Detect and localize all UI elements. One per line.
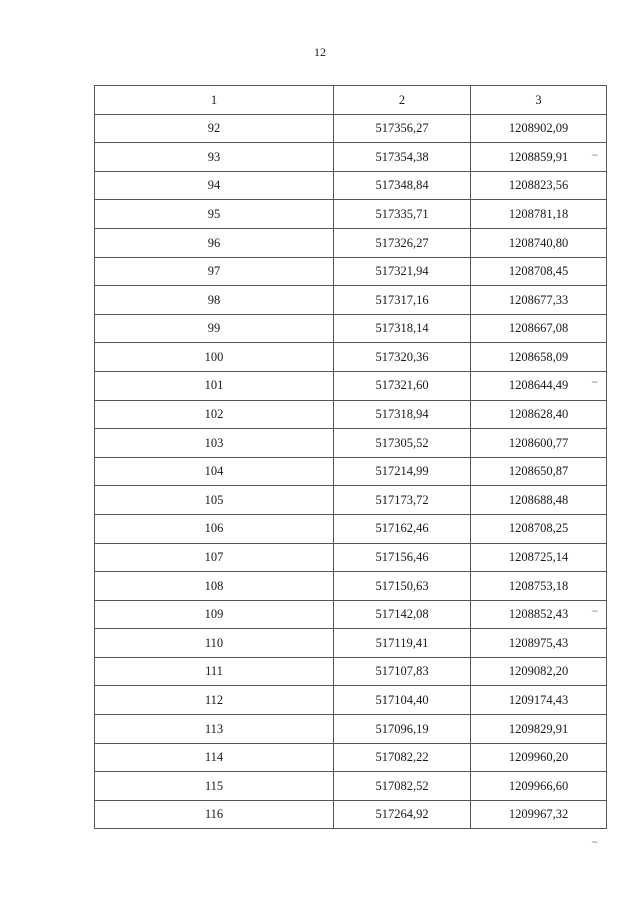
table-row <box>95 543 607 572</box>
x-coordinate-cell: 517321,94 <box>334 257 471 286</box>
x-coordinate-cell: 517104,40 <box>334 686 471 715</box>
table-row <box>95 257 607 286</box>
column-header: 1 <box>95 86 334 115</box>
x-coordinate-cell: 517119,41 <box>334 629 471 658</box>
y-coordinate-cell: 1209829,91 <box>471 715 607 744</box>
x-coordinate-cell: 517142,08 <box>334 600 471 629</box>
coordinates-table <box>94 85 607 829</box>
x-coordinate-cell: 517317,16 <box>334 286 471 315</box>
column-header: 2 <box>334 86 471 115</box>
y-coordinate-cell: 1208600,77 <box>471 429 607 458</box>
table-row <box>95 514 607 543</box>
table-row <box>95 171 607 200</box>
y-coordinate-cell: 1208708,25 <box>471 514 607 543</box>
x-coordinate-cell: 517320,36 <box>334 343 471 372</box>
table-row <box>95 143 607 172</box>
table-row <box>95 286 607 315</box>
point-number-cell: 103 <box>95 429 334 458</box>
table-row <box>95 429 607 458</box>
table-body <box>95 114 607 829</box>
x-coordinate-cell: 517318,14 <box>334 314 471 343</box>
x-coordinate-cell: 517150,63 <box>334 572 471 601</box>
x-coordinate-cell: 517335,71 <box>334 200 471 229</box>
page-number: 12 <box>314 45 326 59</box>
point-number-cell: 112 <box>95 686 334 715</box>
x-coordinate-cell: 517264,92 <box>334 800 471 829</box>
point-number-cell: 113 <box>95 715 334 744</box>
y-coordinate-cell: 1208688,48 <box>471 486 607 515</box>
y-coordinate-cell: 1208708,45 <box>471 257 607 286</box>
y-coordinate-cell: 1208823,56 <box>471 171 607 200</box>
x-coordinate-cell: 517318,94 <box>334 400 471 429</box>
margin-mark: ~ <box>591 151 599 161</box>
point-number-cell: 97 <box>95 257 334 286</box>
x-coordinate-cell: 517107,83 <box>334 657 471 686</box>
y-coordinate-cell: 1209174,43 <box>471 686 607 715</box>
y-coordinate-cell: 1209966,60 <box>471 772 607 801</box>
table-row <box>95 686 607 715</box>
x-coordinate-cell: 517082,52 <box>334 772 471 801</box>
x-coordinate-cell: 517173,72 <box>334 486 471 515</box>
table-row <box>95 600 607 629</box>
point-number-cell: 99 <box>95 314 334 343</box>
table-row <box>95 200 607 229</box>
table-row <box>95 743 607 772</box>
x-coordinate-cell: 517326,27 <box>334 228 471 257</box>
table-row <box>95 343 607 372</box>
table-row <box>95 371 607 400</box>
y-coordinate-cell: 1208975,43 <box>471 629 607 658</box>
y-coordinate-cell: 1208667,08 <box>471 314 607 343</box>
point-number-cell: 92 <box>95 114 334 143</box>
y-coordinate-cell: 1208859,91 <box>471 143 607 172</box>
point-number-cell: 111 <box>95 657 334 686</box>
point-number-cell: 107 <box>95 543 334 572</box>
point-number-cell: 96 <box>95 228 334 257</box>
y-coordinate-cell: 1208852,43 <box>471 600 607 629</box>
y-coordinate-cell: 1208740,80 <box>471 228 607 257</box>
table-row <box>95 800 607 829</box>
y-coordinate-cell: 1208628,40 <box>471 400 607 429</box>
x-coordinate-cell: 517348,84 <box>334 171 471 200</box>
margin-mark: ~ <box>591 378 599 388</box>
y-coordinate-cell: 1209967,32 <box>471 800 607 829</box>
point-number-cell: 98 <box>95 286 334 315</box>
x-coordinate-cell: 517156,46 <box>334 543 471 572</box>
point-number-cell: 106 <box>95 514 334 543</box>
y-coordinate-cell: 1208677,33 <box>471 286 607 315</box>
margin-mark: ~ <box>591 838 599 848</box>
point-number-cell: 102 <box>95 400 334 429</box>
table-row <box>95 772 607 801</box>
table-row <box>95 486 607 515</box>
table-row <box>95 629 607 658</box>
point-number-cell: 93 <box>95 143 334 172</box>
y-coordinate-cell: 1208658,09 <box>471 343 607 372</box>
point-number-cell: 115 <box>95 772 334 801</box>
x-coordinate-cell: 517356,27 <box>334 114 471 143</box>
point-number-cell: 94 <box>95 171 334 200</box>
y-coordinate-cell: 1208781,18 <box>471 200 607 229</box>
x-coordinate-cell: 517162,46 <box>334 514 471 543</box>
table-row <box>95 715 607 744</box>
table-row <box>95 114 607 143</box>
x-coordinate-cell: 517321,60 <box>334 371 471 400</box>
point-number-cell: 109 <box>95 600 334 629</box>
x-coordinate-cell: 517214,99 <box>334 457 471 486</box>
x-coordinate-cell: 517082,22 <box>334 743 471 772</box>
x-coordinate-cell: 517096,19 <box>334 715 471 744</box>
table-header-row <box>95 86 607 115</box>
point-number-cell: 108 <box>95 572 334 601</box>
table-row <box>95 400 607 429</box>
point-number-cell: 110 <box>95 629 334 658</box>
x-coordinate-cell: 517305,52 <box>334 429 471 458</box>
point-number-cell: 100 <box>95 343 334 372</box>
table-row <box>95 314 607 343</box>
point-number-cell: 95 <box>95 200 334 229</box>
x-coordinate-cell: 517354,38 <box>334 143 471 172</box>
margin-mark: ~ <box>591 607 599 617</box>
column-header: 3 <box>471 86 607 115</box>
table-row <box>95 457 607 486</box>
y-coordinate-cell: 1209082,20 <box>471 657 607 686</box>
y-coordinate-cell: 1208753,18 <box>471 572 607 601</box>
y-coordinate-cell: 1209960,20 <box>471 743 607 772</box>
y-coordinate-cell: 1208902,09 <box>471 114 607 143</box>
point-number-cell: 105 <box>95 486 334 515</box>
y-coordinate-cell: 1208650,87 <box>471 457 607 486</box>
point-number-cell: 114 <box>95 743 334 772</box>
point-number-cell: 116 <box>95 800 334 829</box>
table-row <box>95 657 607 686</box>
point-number-cell: 104 <box>95 457 334 486</box>
table-row <box>95 228 607 257</box>
table-row <box>95 572 607 601</box>
y-coordinate-cell: 1208725,14 <box>471 543 607 572</box>
point-number-cell: 101 <box>95 371 334 400</box>
y-coordinate-cell: 1208644,49 <box>471 371 607 400</box>
